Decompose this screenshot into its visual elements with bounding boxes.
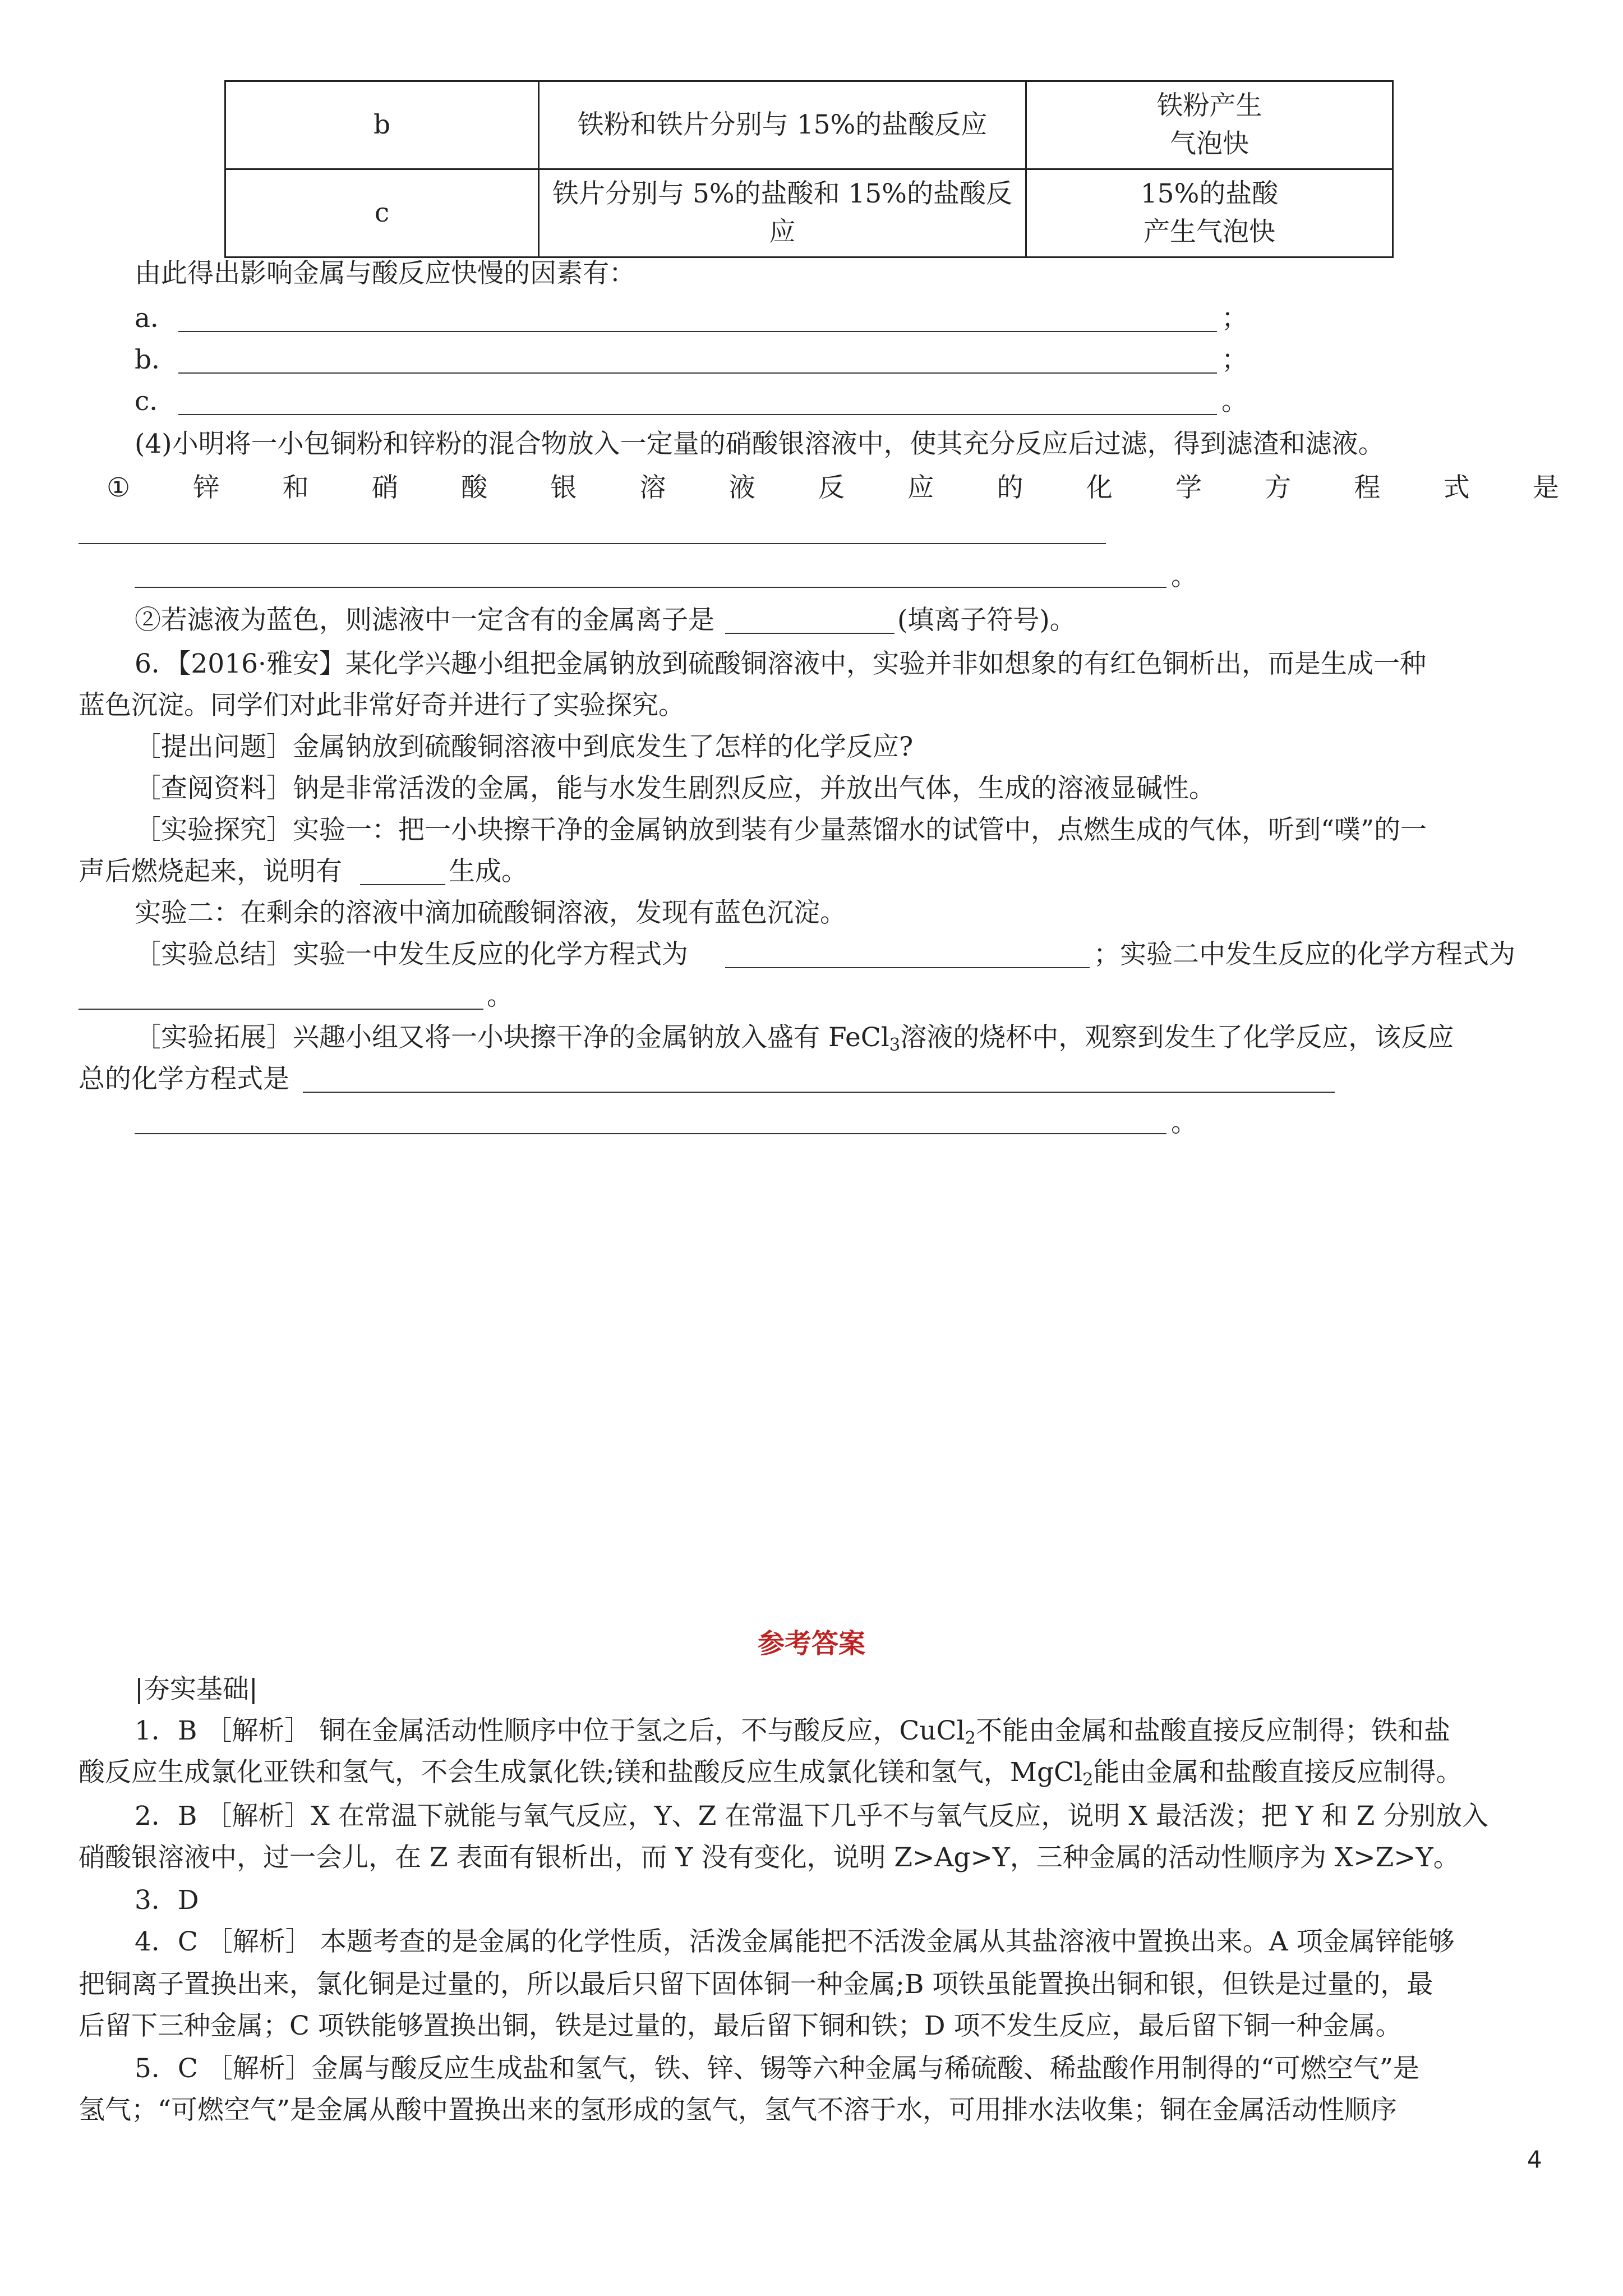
question-6-info: ［查阅资料］钠是非常活泼的金属，能与水发生剧烈反应，并放出气体，生成的溶液显碱性。 — [135, 773, 1215, 804]
answer-4-line-3: 后留下三种金属；C 项铁能够置换出铜，铁是过量的，最后留下铜和铁；D 项不发生反应，最后留下铜一种金属。 — [79, 2010, 1402, 2041]
total-equation-blank-line-1[interactable] — [303, 1092, 1335, 1093]
equation-blank-line-1[interactable] — [79, 543, 1106, 544]
equation-blank-line-2[interactable] — [135, 587, 1166, 588]
question-6-summary-mid: ；实验二中发生反应的化学方程式为 — [1094, 939, 1515, 970]
question-6-ext-line-2-pre: 总的化学方程式是 — [79, 1064, 289, 1094]
table-cell-label: b — [225, 81, 539, 169]
table-cell-result: 15%的盐酸 产生气泡快 — [1026, 169, 1393, 257]
question-5-part-4-2-pre: ②若滤液为蓝色，则滤液中一定含有的金属离子是 — [135, 605, 714, 636]
question-5-part-4-1: ① 锌 和 硝 酸 银 溶 液 反 应 的 化 学 方 程 式 是 — [107, 472, 1559, 503]
gas-blank[interactable] — [360, 884, 445, 885]
blank-label-a: a． — [135, 303, 177, 334]
question-6-ext-line-1: ［实验拓展］兴趣小组又将一小块擦干净的金属钠放入盛有 FeCl$_3$溶液的烧杯中，观察到发生了化学反应，该反应 — [135, 1022, 1454, 1055]
answer-1-line-1: 1．B ［解析］ 铜在金属活动性顺序中位于氢之后，不与酸反应，CuCl$_2$不能由金属和盐酸直接反应制得；铁和盐 — [135, 1715, 1450, 1749]
question-6-exp1-line-2-post: 生成。 — [449, 856, 528, 887]
question-6-exp1-line-1: ［实验探究］实验一：把一小块擦干净的金属钠放到装有少量蒸馏水的试管中，点燃生成的气体，听到“噗”的一 — [135, 815, 1427, 845]
blank-end-c: 。 — [1221, 386, 1248, 417]
table-cell-result: 铁粉产生 气泡快 — [1026, 81, 1393, 169]
table-cell-method: 铁粉和铁片分别与 15%的盐酸反应 — [539, 81, 1026, 169]
page-number: 4 — [1527, 2146, 1542, 2173]
answer-blank-b[interactable] — [178, 372, 1217, 374]
blank-label-c: c． — [135, 386, 176, 417]
factors-intro: 由此得出影响金属与酸反应快慢的因素有： — [135, 258, 635, 289]
answers-title: 参考答案 — [757, 1628, 865, 1659]
question-6-exp2: 实验二：在剩余的溶液中滴加硫酸铜溶液，发现有蓝色沉淀。 — [135, 898, 846, 928]
question-6-ext-end: 。 — [1171, 1107, 1197, 1138]
question-6-exp1-line-2-pre: 声后燃烧起来，说明有 — [79, 856, 342, 887]
answer-4-line-2: 把铜离子置换出来，氯化铜是过量的，所以最后只留下固体铜一种金属;B 项铁虽能置换出铜和银，但铁是过量的，最 — [79, 1969, 1433, 2000]
total-equation-blank-line-2[interactable] — [135, 1133, 1166, 1134]
question-6-summary-pre: ［实验总结］实验一中发生反应的化学方程式为 — [135, 939, 688, 970]
answer-5-line-2: 氢气；“可燃空气”是金属从酸中置换出来的氢形成的氢气，氢气不溶于水，可用排水法收集；铜在金属活动性顺序 — [79, 2095, 1398, 2125]
table-row — [225, 81, 1393, 169]
equation-2-blank[interactable] — [79, 1009, 483, 1010]
equation-end: 。 — [1171, 561, 1197, 592]
answer-4-line-1: 4．C ［解析］ 本题考查的是金属的化学性质，活泼金属能把不活泼金属从其盐溶液中置换出来。A 项金属锌能够 — [135, 1926, 1455, 1957]
question-6-line-2: 蓝色沉淀。同学们对此非常好奇并进行了实验探究。 — [79, 690, 685, 721]
blank-end-b: ； — [1221, 344, 1248, 375]
answer-blank-a[interactable] — [178, 331, 1217, 332]
answer-3: 3．D — [135, 1885, 199, 1916]
question-5-part-4-2-post: (填离子符号)。 — [897, 605, 1076, 636]
blank-label-b: b． — [135, 344, 178, 375]
question-6-line-1: 6．【2016·雅安】某化学兴趣小组把金属钠放到硫酸铜溶液中，实验并非如想象的有红色铜析出，而是生成一种 — [135, 648, 1426, 679]
answer-blank-c[interactable] — [178, 414, 1217, 415]
question-6-problem: ［提出问题］金属钠放到硫酸铜溶液中到底发生了怎样的化学反应? — [135, 731, 914, 762]
table-row — [225, 169, 1393, 257]
answers-section: |夯实基础| — [135, 1674, 258, 1705]
answer-2-line-1: 2．B ［解析］X 在常温下就能与氧气反应，Y、Z 在常温下几乎不与氧气反应，说明 X 最活泼；把 Y 和 Z 分别放入 — [135, 1801, 1489, 1832]
equation-1-blank[interactable] — [725, 967, 1090, 968]
experiment-table — [224, 80, 1394, 258]
answer-1-line-2: 酸反应生成氯化亚铁和氢气，不会生成氯化铁;镁和盐酸反应生成氯化镁和氢气，MgCl$_2$能由金属和盐酸直接反应制得。 — [79, 1757, 1463, 1790]
answer-5-line-1: 5．C ［解析］金属与酸反应生成盐和氢气，铁、锌、锡等六种金属与稀硫酸、稀盐酸作用制得的“可燃空气”是 — [135, 2053, 1419, 2084]
question-6-summary-end: 。 — [487, 981, 513, 1011]
table-cell-label: c — [225, 169, 539, 257]
ion-blank[interactable] — [725, 633, 895, 634]
table-cell-method: 铁片分别与 5%的盐酸和 15%的盐酸反 应 — [539, 169, 1026, 257]
blank-end-a: ； — [1221, 303, 1248, 334]
question-5-part-4: (4)小明将一小包铜粉和锌粉的混合物放入一定量的硝酸银溶液中，使其充分反应后过滤，得到滤渣和滤液。 — [135, 429, 1385, 459]
answer-2-line-2: 硝酸银溶液中，过一会儿，在 Z 表面有银析出，而 Y 没有变化，说明 Z>Ag>Y，三种金属的活动性顺序为 X>Z>Y。 — [79, 1842, 1460, 1873]
